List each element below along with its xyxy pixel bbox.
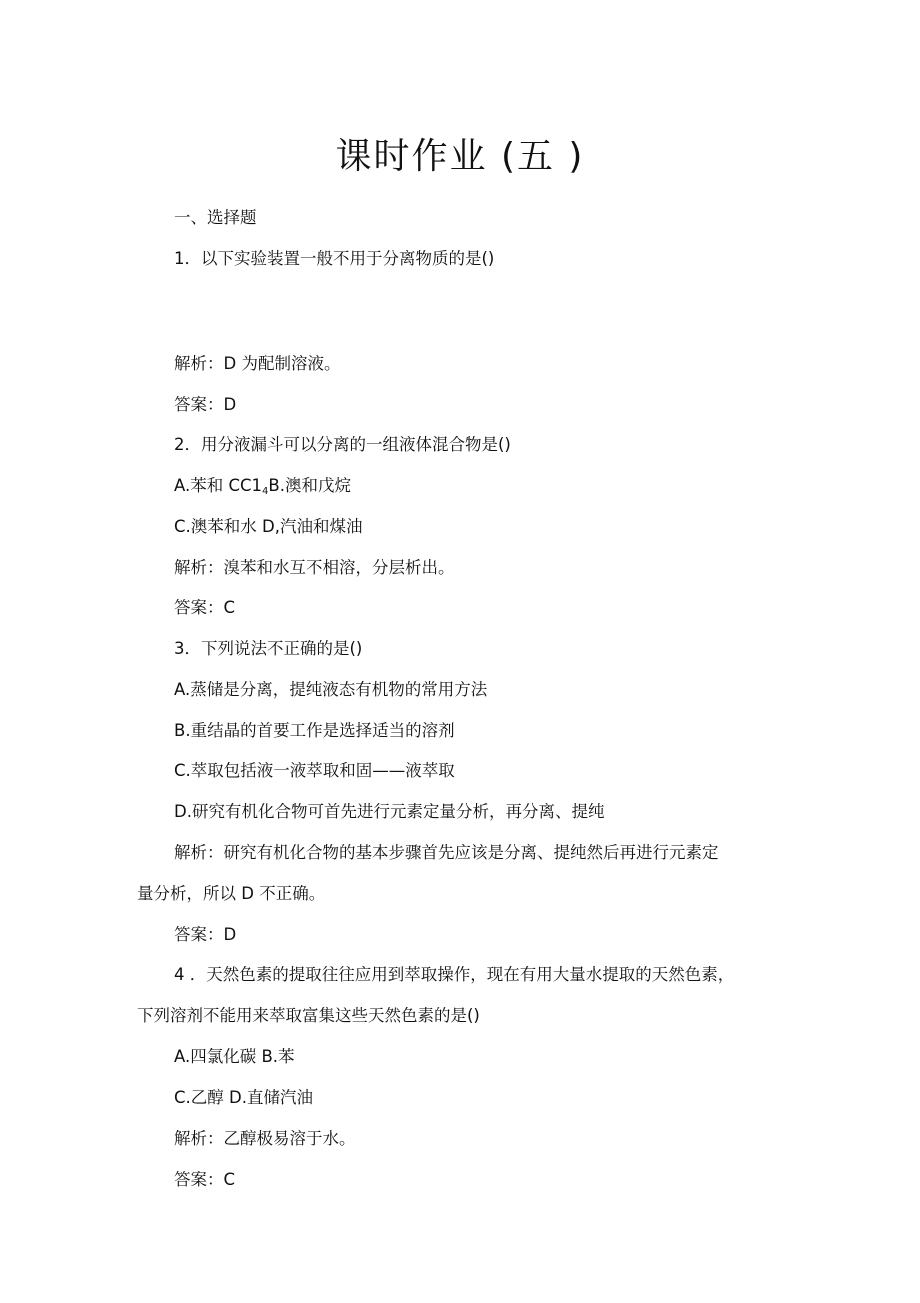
question-2-options-ab: [174, 474, 351, 504]
question-2-stem: 2．用分液漏斗可以分离的一组液体混合物是(): [174, 435, 511, 454]
option-a-subscript: 4: [262, 486, 269, 497]
question-1-explanation: 解析：D 为配制溶液。: [174, 354, 341, 373]
question-1-stem: 1．以下实验装置一般不用于分离物质的是(): [174, 249, 495, 268]
option-a-text: A.苯和 CC1: [174, 476, 263, 495]
question-3-option-c: C.萃取包括液一液萃取和固——液萃取: [174, 761, 455, 780]
question-3-answer: 答案：D: [174, 925, 237, 944]
question-4-explanation: 解析：乙醇极易溶于水。: [174, 1129, 356, 1148]
question-3-option-b: B.重结晶的首要工作是选择适当的溶剂: [174, 721, 455, 740]
question-3-option-a: A.蒸储是分离，提纯液态有机物的常用方法: [174, 680, 488, 699]
section-heading: 一、选择题: [174, 208, 257, 227]
question-3-explanation-line2: 量分析，所以 D 不正确。: [137, 884, 326, 903]
question-2-explanation: 解析：溴苯和水互不相溶，分层析出。: [174, 558, 455, 577]
question-4-options-cd: C.乙醇 D.直储汽油: [174, 1088, 313, 1107]
page-title: 课时作业 (五 ): [335, 136, 585, 177]
question-2-answer: 答案：C: [174, 598, 236, 617]
question-3-stem: 3．下列说法不正确的是(): [174, 639, 363, 658]
question-3-option-d: D.研究有机化合物可首先进行元素定量分析，再分离、提纯: [174, 802, 605, 821]
question-2-options-cd: C.澳苯和水 D,汽油和煤油: [174, 517, 363, 536]
question-3-explanation-line1: 解析：研究有机化合物的基本步骤首先应该是分离、提纯然后再进行元素定: [174, 843, 719, 862]
question-1-answer: 答案：D: [174, 395, 237, 414]
question-4-answer: 答案：C: [174, 1170, 236, 1189]
question-4-options-ab: A.四氯化碳 B.苯: [174, 1047, 295, 1066]
option-b-text: B.澳和戊烷: [268, 476, 351, 495]
question-4-stem-line1: 4 ．天然色素的提取往往应用到萃取操作，现在有用大量水提取的天然色素，: [174, 965, 735, 984]
question-4-stem-line2: 下列溶剂不能用来萃取富集这些天然色素的是(): [137, 1006, 480, 1025]
